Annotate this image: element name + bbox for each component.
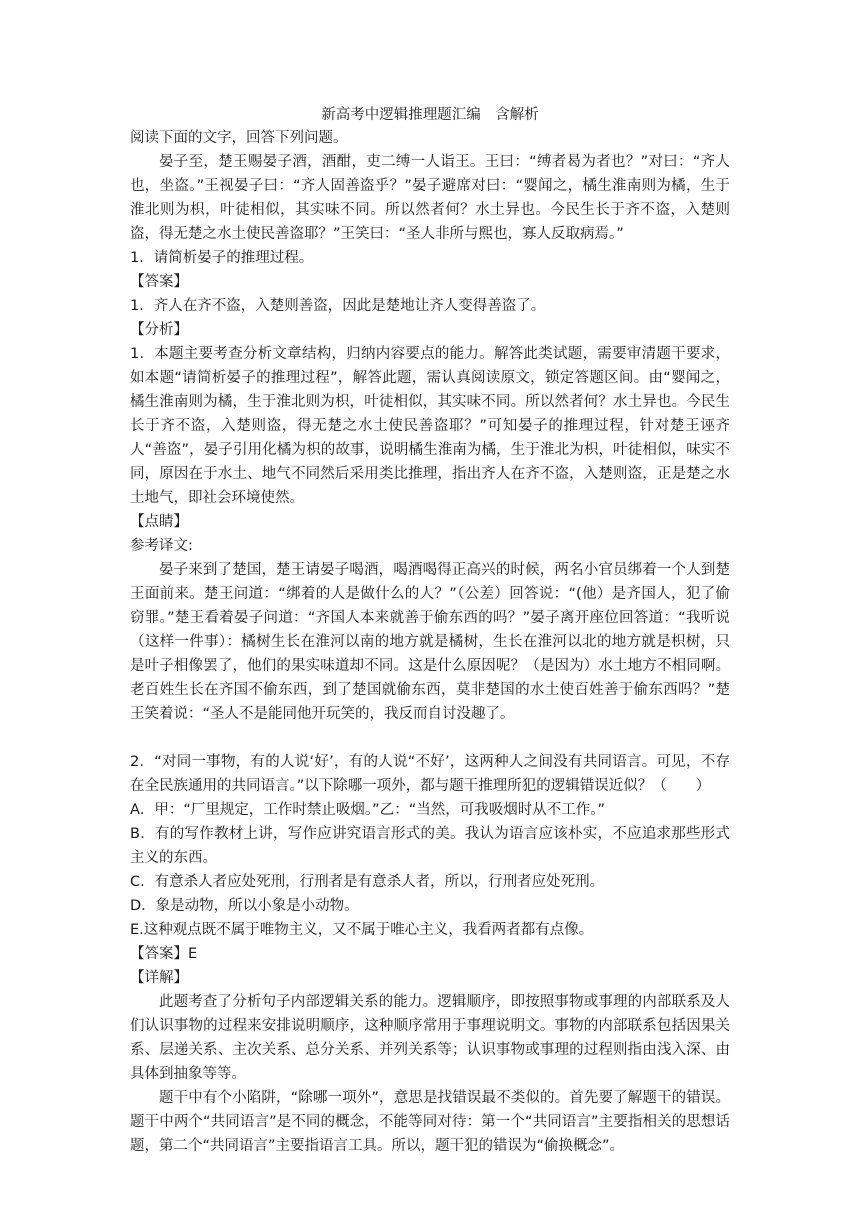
answer-label: 【答案】	[130, 274, 188, 290]
option-c: C．有意杀人者应处死刑，行刑者是有意杀人者，所以，行刑者应处死刑。	[130, 874, 605, 890]
option-e: E.这种观点既不属于唯物主义，又不属于唯心主义，我看两者都有点像。	[130, 922, 594, 938]
dianjing-label: 【点睛】	[130, 514, 188, 530]
analysis-label: 【分析】	[130, 322, 188, 338]
question-2: 2．“对同一事物，有的人说‘好’，有的人说“不好’，这两种人之间没有共同语言。可见，不存在全民族通用的共同语言。”以下除哪一项外，都与题干推理所犯的逻辑错误近似？（ ）	[130, 754, 730, 794]
detail-label: 【详解】	[130, 970, 188, 986]
answer-1: 1．齐人在齐不盗，入楚则善盗，因此是楚地让齐人变得善盗了。	[130, 298, 546, 314]
option-b: B．有的写作教材上讲，写作应讲究语言形式的美。我认为语言应该朴实，不应追求那些形式主义的东西。	[130, 826, 730, 866]
detail-paragraph-1: 此题考查了分析句子内部逻辑关系的能力。逻辑顺序，即按照事物或事理的内部联系及人们认识事物的过程来安排说明顺序，这种顺序常用于事理说明文。事物的内部联系包括因果关系、层递关系、主次关系、总分关系、并列关系等；认识事物或事理的过程则指由浅入深、由具体到抽象等等。	[130, 994, 730, 1082]
reference-translation: 晏子来到了楚国，楚王请晏子喝酒，喝酒喝得正高兴的时候，两名小官员绑着一个人到楚王面前来。楚王问道：“绑着的人是做什么的人？”（公差）回答说：“(他）是齐国人，犯了偷窃罪。”楚王看着晏子问道：“齐国人本来就善于偷东西的吗？”晏子离开座位回答道：“我听说（这样一件事）：橘树生长在淮河以南的地方就是橘树，生长在淮河以北的地方就是枳树，只是叶子相像罢了，他们的果实味道却不同。这是什么原因呢？（是因为）水土地方不相同啊。老百姓生长在齐国不偷东西，到了楚国就偷东西，莫非楚国的水土使百姓善于偷东西吗？”楚王笑着说：“圣人不是能同他开玩笑的，我反而自讨没趣了。	[130, 562, 730, 722]
document-body	[130, 104, 730, 1158]
reading-instruction: 阅读下面的文字，回答下列问题。	[130, 130, 348, 146]
analysis-1: 1．本题主要考查分析文章结构，归纳内容要点的能力。解答此类试题，需要审清题干要求，如本题“请简析晏子的推理过程”，解答此题，需认真阅读原文，锁定答题区间。由“婴闻之，橘生淮南则为橘，生于淮北则为枳，叶徒相似，其实味不同。所以然者何？水土异也。今民生长于齐不盗，入楚则盗，得无楚之水土使民善盗耶？”可知晏子的推理过程，针对楚王诬齐人“善盗”，晏子引用化橘为枳的故事，说明橘生淮南为橘，生于淮北为枳，叶徒相似，味实不同，原因在于水土、地气不同然后采用类比推理，指出齐人在齐不盗，入楚则盗，正是楚之水土地气，即社会环境使然。	[130, 346, 730, 506]
detail-paragraph-2: 题干中有个小陷阱，“除哪一项外”，意思是找错误最不类似的。首先要了解题干的错误。题干中两个“共同语言”是不同的概念，不能等同对待：第一个“共同语言”主要指相关的思想话题，第二个“共同语言”主要指语言工具。所以，题干犯的错误为“偷换概念”。	[130, 1090, 730, 1154]
document-title: 新高考中逻辑推理题汇编 含解析	[321, 107, 539, 123]
classical-passage: 晏子至，楚王赐晏子酒，酒酣，吏二缚一人诣王。王曰：“缚者曷为者也？”对曰：“齐人也，坐盗。”王视晏子曰：“齐人固善盗乎？”晏子避席对曰：“婴闻之，橘生淮南则为橘，生于淮北则为枳，叶徒相似，其实味不同。所以然者何？水土异也。今民生长于齐不盗，入楚则盗，得无楚之水土使民善盗耶？”王笑曰：“圣人非所与熙也，寡人反取病焉。”	[130, 154, 730, 242]
paragraph-spacer	[130, 726, 730, 750]
answer-2: 【答案】E	[130, 946, 198, 962]
reference-translation-label: 参考译文:	[130, 538, 193, 554]
question-1: 1．请简析晏子的推理过程。	[130, 250, 314, 266]
option-a: A．甲：“厂里规定，工作时禁止吸烟。”乙：“当然，可我吸烟时从不工作。”	[130, 802, 605, 818]
option-d: D．象是动物，所以小象是小动物。	[130, 898, 359, 914]
